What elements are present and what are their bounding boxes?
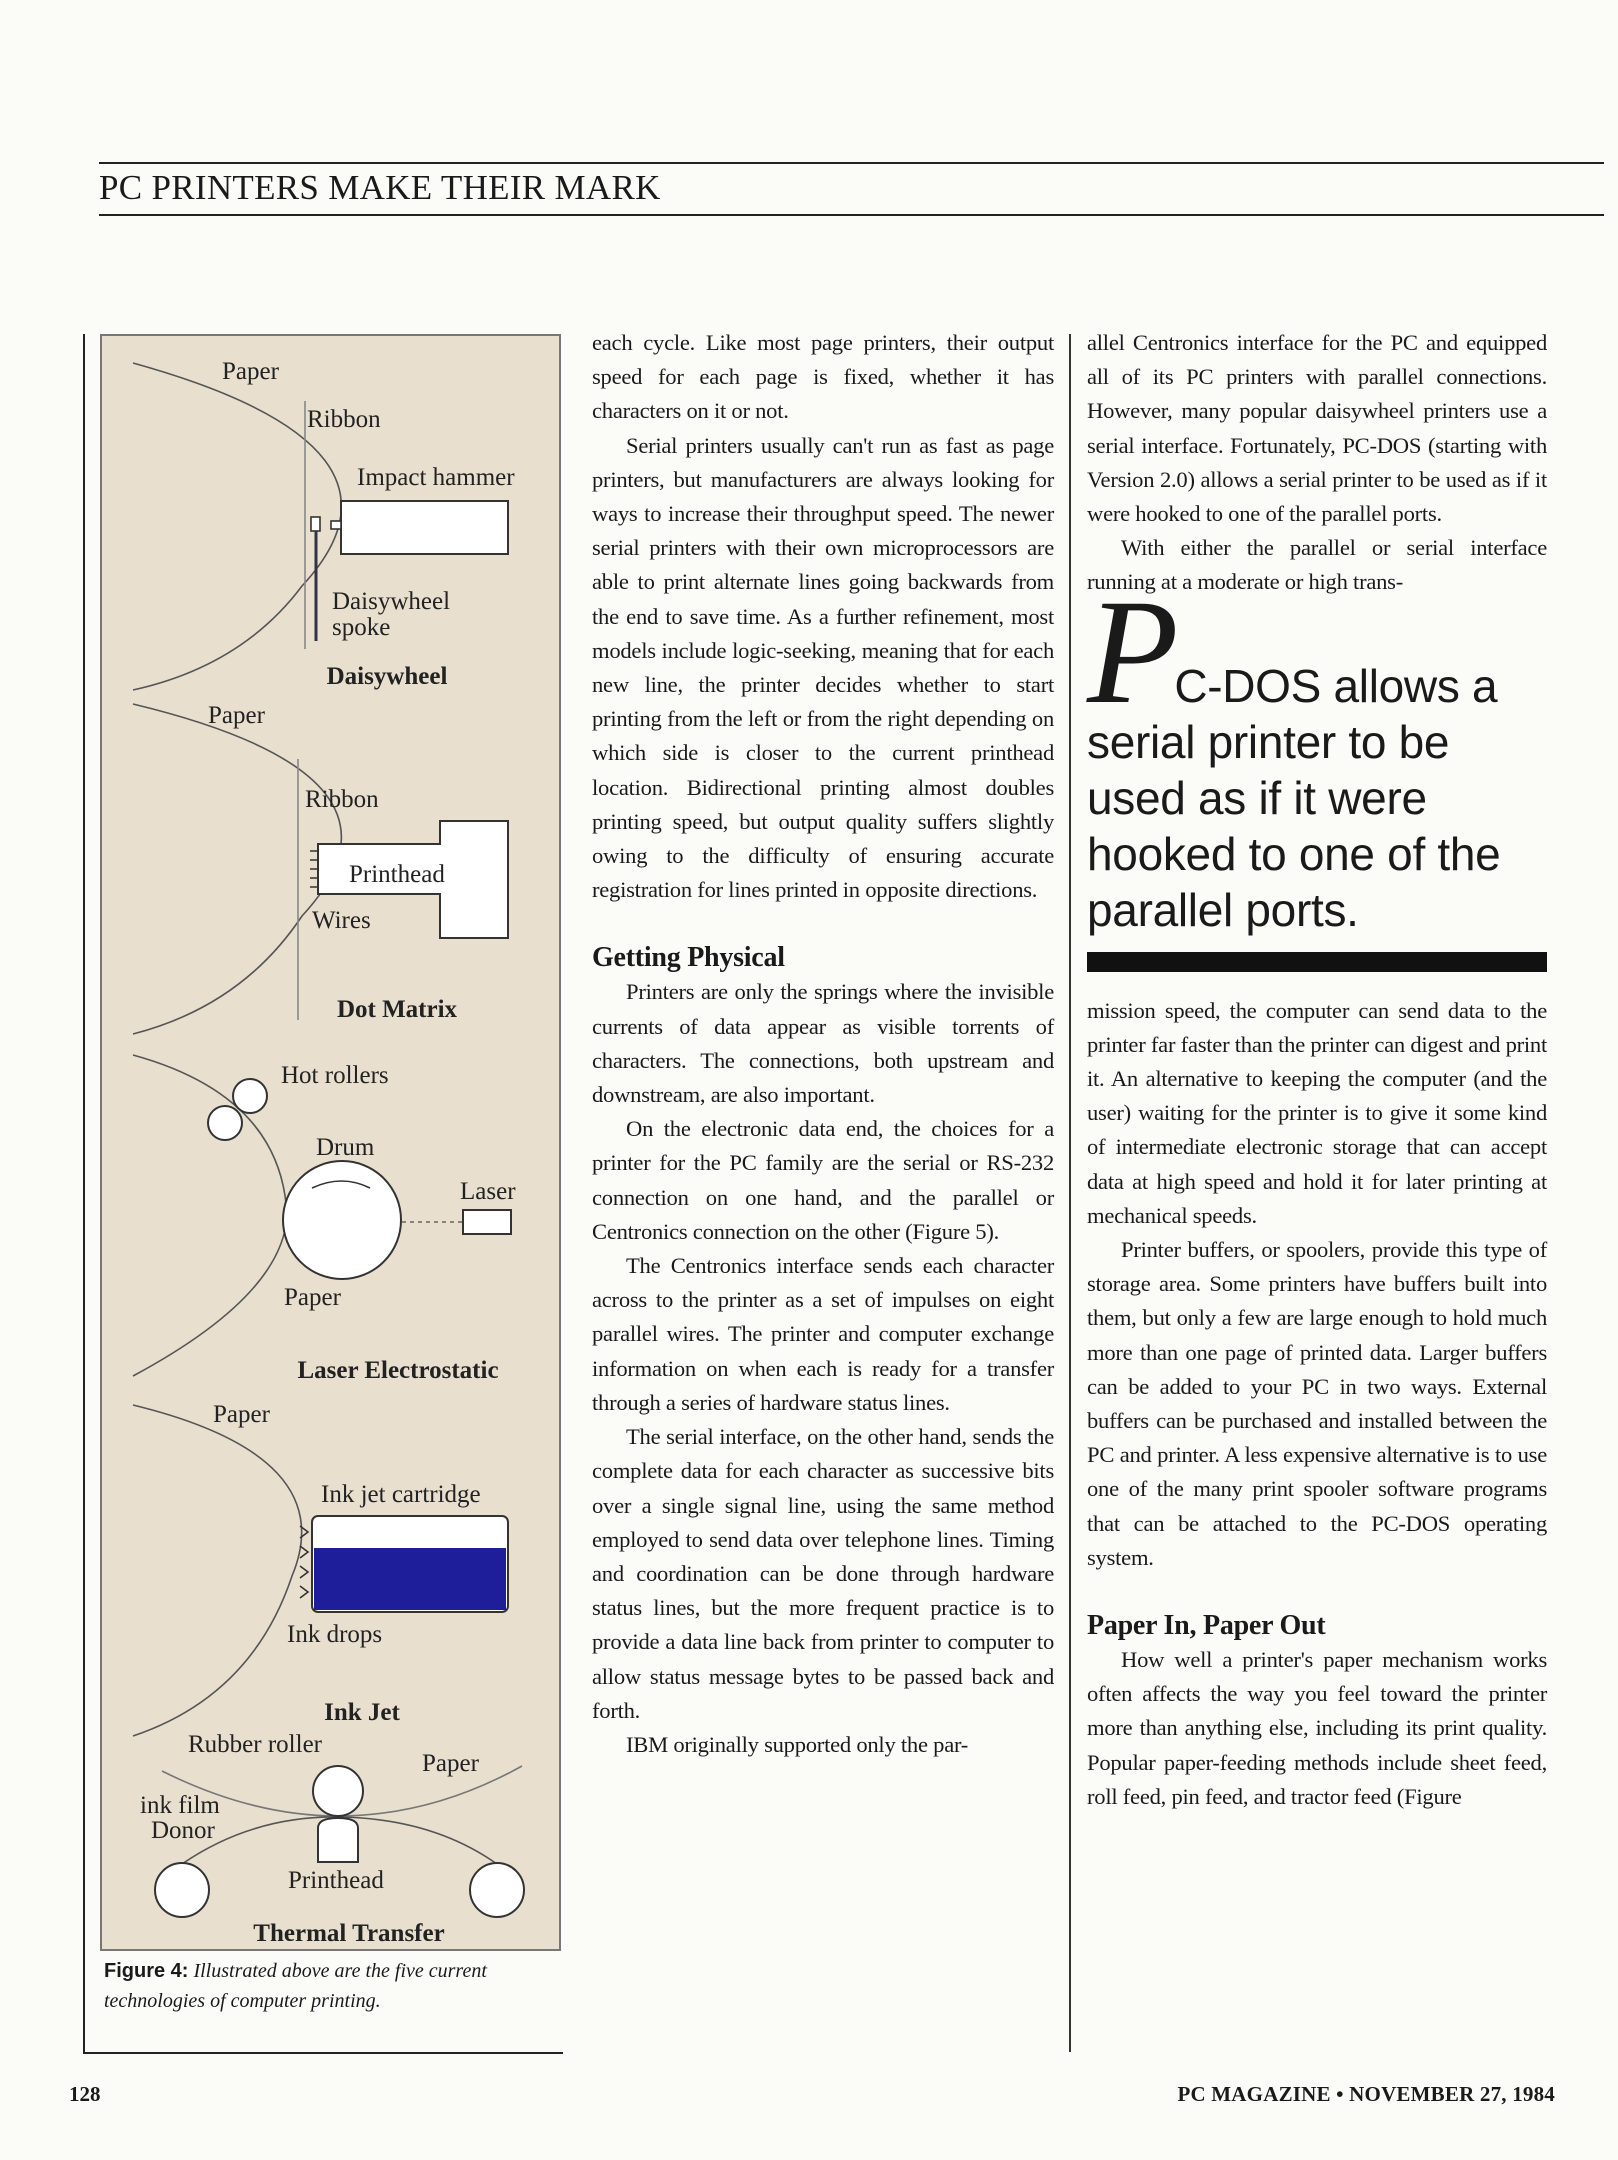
paragraph: With either the parallel or serial interface running at a moderate or high trans- [1087,535,1547,595]
paragraph: How well a printer's paper mechanism works often affects the way you feel toward the printer more than anything else, including its print quality. Popular paper-feeding methods include sheet feed, roll feed, pin feed, and tractor feed (Figure [1087,1647,1547,1809]
daisywheel-diagram [133,358,515,690]
title-ink-jet: Ink Jet [324,1699,400,1726]
impact-hammer [341,501,508,554]
caption-text: Illustrated above are the five current technologies of computer printing. [104,1960,487,2012]
header-rule-bottom [99,214,1604,216]
paper-curve [133,1405,302,1736]
caption-label: Figure 4: [104,1960,189,1982]
paragraph: IBM originally supported only the par- [626,1731,969,1757]
ink-drops [300,1526,308,1598]
hot-roller [233,1079,267,1113]
label-ribbon: Ribbon [305,786,379,813]
pull-quote-bar [1087,952,1547,972]
donor-spool [155,1863,209,1917]
figure-frame-left [83,334,85,2054]
thermal-printhead [318,1818,358,1862]
label-ribbon: Ribbon [307,406,381,433]
label-paper: Paper [208,702,265,729]
paragraph: allel Centronics interface for the PC and equipped all of its PC printers with parallel connections. However, many popular daisywheel printers use a serial interface. Fortunately, PC-DOS (starting with Version 2.0) allows a serial printer to be used as if it were hooked to one of the parallel ports. [1087,330,1547,527]
article-column-2 [592,326,1054,1762]
printing-technologies-figure [100,334,561,1951]
label-paper: Paper [213,1401,270,1428]
ink-reservoir [314,1548,506,1610]
hammer-tip [331,521,341,529]
label-paper: Paper [284,1284,341,1311]
column-divider [1069,334,1071,2052]
paragraph: mission speed, the computer can send data to the printer far faster than the printer can digest and print it. An alternative to keeping the computer (and the user) waiting for the printer is to give it some kind of intermediate electronic storage that can accept data at high speed and hold it for later printing at mechanical speeds. [1087,997,1547,1228]
title-thermal-transfer: Thermal Transfer [253,1920,445,1947]
pull-quote-text: C-DOS allows a serial printer to be used as if it were hooked to one of the parallel ports. [1087,659,1501,936]
paragraph: The Centronics interface sends each character across to the printer as a set of impulses on eight parallel wires. The printer and computer exchange information on when each is ready for a transfer through a series of hardware status lines. [592,1253,1054,1415]
paragraph: Serial printers usually can't run as fast as page printers, but manufacturers are always looking for ways to increase their throughput speed. The newer serial printers with their own microprocessors are able to print alternate lines going backwards from the end to save time. As a further refinement, most models include logic-seeking, meaning that for each new line, the printer decides whether to start printing from the left or from the right depending on which side is closer to the current printhead location. Bidirectional printing almost doubles printing speed, but output quality suffers slightly owing to the difficulty of ensuring accurate registration for lines printed in opposite directions. [592,432,1054,903]
label-printhead: Printhead [288,1867,384,1894]
page-number: 128 [69,2082,101,2106]
label-laser: Laser [460,1178,516,1205]
paragraph: each cycle. Like most page printers, their output speed for each page is fixed, whether it has characters on it or not. [592,330,1054,424]
pull-quote-initial: P [1087,568,1179,735]
publication-footer: PC MAGAZINE • NOVEMBER 27, 1984 [1177,2082,1555,2106]
thermal-transfer-diagram [140,1731,524,1947]
takeup-spool [470,1863,524,1917]
figure-frame-bottom [83,2052,563,2054]
article-column-3 [1087,326,1547,1814]
label-ink-drops: Ink drops [287,1621,383,1648]
label-daisywheel-spoke: Daisywheel [332,588,451,615]
ink-jet-diagram [133,1401,508,1736]
label-ink-jet-cartridge: Ink jet cartridge [321,1481,481,1508]
label-ink-film: ink film [140,1792,220,1819]
label-wires: Wires [312,907,371,934]
label-hot-rollers: Hot rollers [281,1062,389,1089]
dot-matrix-diagram [133,702,508,1034]
section-heading: Paper In, Paper Out [1087,1610,1326,1642]
title-daisywheel: Daisywheel [326,663,448,690]
label-impact-hammer: Impact hammer [357,464,515,491]
label-paper: Paper [422,1750,479,1777]
paragraph: Printer buffers, or spoolers, provide this type of storage area. Some printers have buffers built into them, but only a few are large enough to hold much more than one page of printed data. Larger buffers can be added to your PC in two ways. External buffers can be purchased and installed between the PC and printer. A less expensive alternative is to use one of the many print spooler software programs that can be attached to the PC-DOS operating system. [1087,1237,1547,1570]
label-spoke: spoke [332,614,391,641]
header-rule-top [99,162,1604,164]
paragraph: The serial interface, on the other hand, sends the complete data for each character as successive bits over a single signal line, using the same method employed to send data over telephone lines. Timing and coordination can be done through hardware status lines, but the more frequent practice is to provide a data line back from printer to computer to allow status message bytes to be passed back and forth. [592,1424,1054,1723]
label-paper: Paper [222,358,279,385]
wires [310,851,318,887]
label-drum: Drum [316,1134,375,1161]
label-rubber-roller: Rubber roller [188,1731,322,1758]
paragraph: Printers are only the springs where the invisible currents of data appear as visible torrents of characters. The connections, both upstream and downstream, are also important. [592,979,1054,1108]
title-laser-electrostatic: Laser Electrostatic [297,1357,499,1384]
section-heading: Getting Physical [592,942,785,974]
hot-roller [208,1106,242,1140]
figure-caption [104,1956,564,2016]
label-printhead: Printhead [349,861,445,888]
rubber-roller [313,1766,363,1816]
pull-quote [1087,568,1547,938]
paragraph: On the electronic data end, the choices for a printer for the PC family are the serial or RS-232 connection on one hand, and the parallel or Centronics connection on the other (Figure 5). [592,1116,1054,1244]
page-title: PC PRINTERS MAKE THEIR MARK [99,168,661,207]
drum [283,1161,401,1279]
label-donor: Donor [151,1817,215,1844]
laser-unit [463,1210,511,1234]
title-dot-matrix: Dot Matrix [336,996,458,1023]
spoke-tip [311,517,320,531]
laser-diagram [133,1055,516,1384]
